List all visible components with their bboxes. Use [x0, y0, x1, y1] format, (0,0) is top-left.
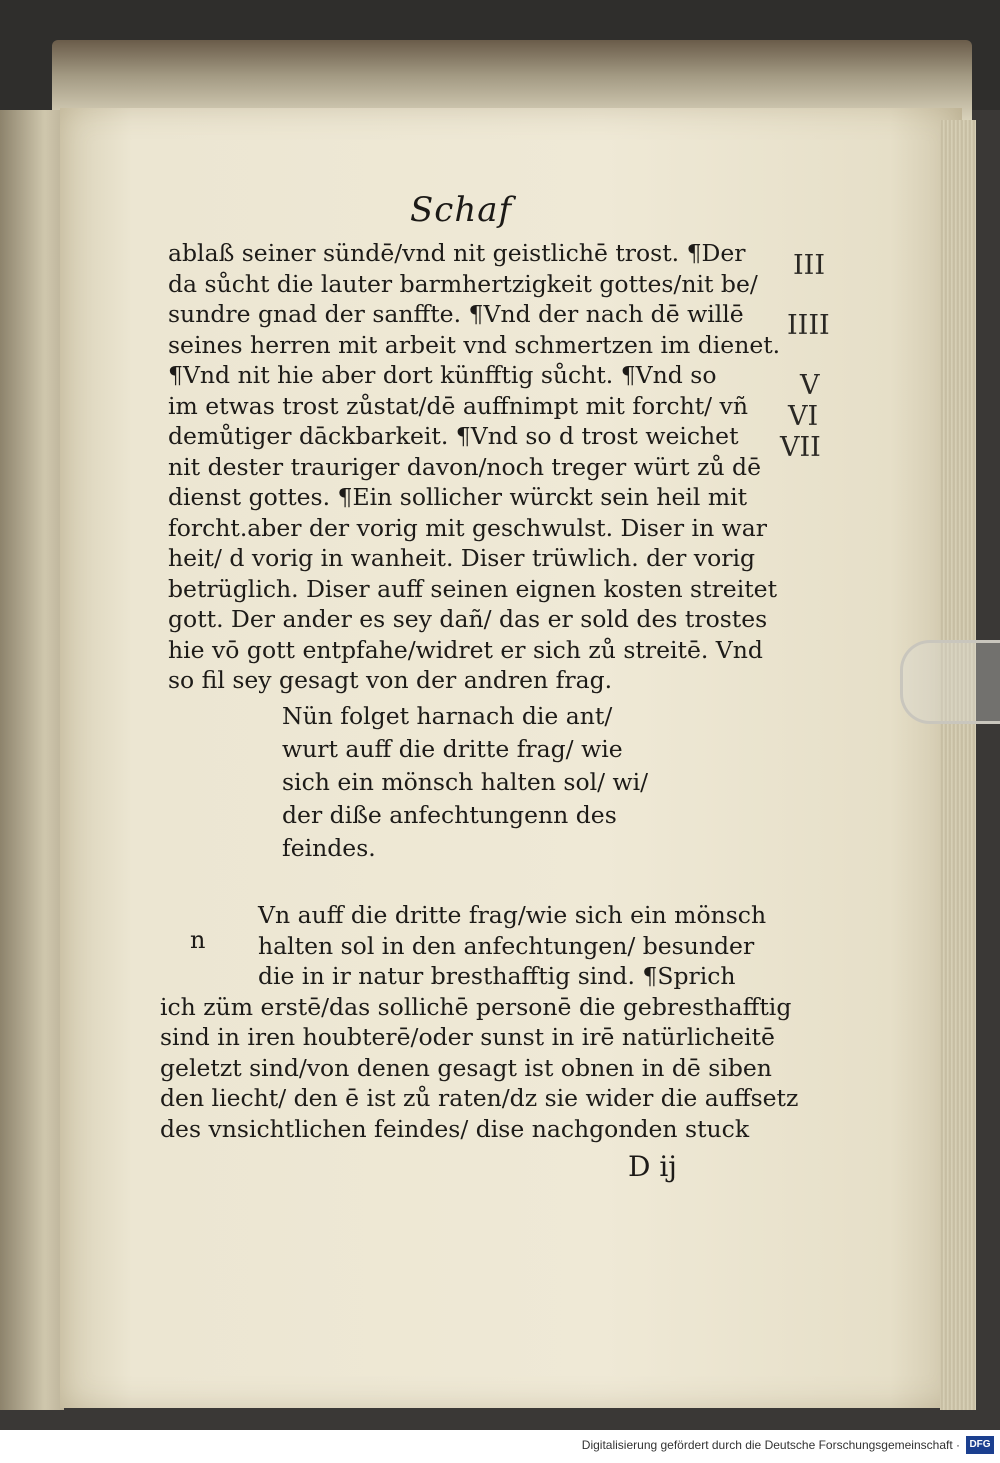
heading-line: der diße anfechtungenn des: [282, 801, 617, 829]
body2-line: die in ir natur bresthafftig sind. ¶Sprich: [258, 962, 736, 990]
body-line: sundre gnad der sanffte. ¶Vnd der nach dē willē: [168, 300, 744, 328]
body-line: seines herren mit arbeit vnd schmertzen im dienet.: [168, 330, 781, 359]
margin-number: IIII: [787, 310, 830, 341]
signature-mark: D ij: [628, 1150, 677, 1183]
heading-line: sich ein mönsch halten sol/ wi/: [282, 768, 649, 796]
body-line: demůtiger dāckbarkeit. ¶Vnd so d trost weichet: [168, 422, 739, 450]
body-line: hie vō gott entpfahe/widret er sich zů streitē. Vnd: [168, 635, 763, 664]
footer-credit: Digitalisierung gefördert durch die Deutsche Forschungsgemeinschaft ·: [581, 1438, 960, 1452]
heading-line: Nün folget harnach die ant/: [282, 702, 613, 730]
body2-line: halten sol in den anfechtungen/ besunder: [258, 931, 755, 960]
heading-line: wurt auff die dritte frag/ wie: [282, 735, 623, 763]
body2-line: geletzt sind/von denen gesagt ist obnen in dē siben: [160, 1053, 772, 1082]
heading-line: feindes.: [282, 834, 376, 862]
page-clip: [900, 640, 1000, 724]
body-line: dienst gottes. ¶Ein sollicher würckt sein heil mit: [168, 483, 748, 511]
footer-bar: [0, 1430, 1000, 1463]
body-line: nit dester trauriger davon/noch treger würt zů dē: [168, 452, 762, 481]
body2-line: des vnsichtlichen feindes/ dise nachgonden stuck: [160, 1114, 750, 1143]
margin-number: VI: [788, 401, 819, 432]
body-line: heit/ d vorig in wanheit. Diser trüwlich. der vorig: [168, 544, 756, 572]
body-line: so fil sey gesagt von der andren frag.: [168, 666, 613, 694]
body-line: gott. Der ander es sey dañ/ das er sold des trostes: [168, 605, 768, 633]
page-stack-edge: [940, 120, 976, 1410]
dfg-logo-icon[interactable]: DFG: [966, 1436, 994, 1454]
body-line: ¶Vnd nit hie aber dort künfftig sůcht. ¶Vnd so: [168, 361, 717, 389]
margin-number: III: [793, 250, 825, 281]
body-line: im etwas trost zůstat/dē auffnimpt mit forcht/ vñ: [168, 391, 748, 420]
body2-line: den liecht/ den ē ist zů raten/dz sie wider die auffsetz: [160, 1084, 799, 1112]
body-text-block-2: [160, 900, 799, 1144]
body2-line: Vn auff die dritte frag/wie sich ein mönsch: [258, 901, 767, 929]
margin-number: VII: [780, 432, 821, 463]
body-line: da sůcht die lauter barmhertzigkeit gottes/nit be/: [168, 269, 758, 298]
section-heading: [282, 700, 752, 865]
body2-line: ich züm erstē/das sollichē personē die gebresthafftig: [160, 992, 792, 1021]
body-line: forcht.aber der vorig mit geschwulst. Diser in war: [168, 513, 768, 542]
margin-number: V: [800, 370, 820, 401]
body-line: ablaß seiner sündē/vnd nit geistlichē trost. ¶Der: [168, 239, 746, 267]
body-line: betrüglich. Diser auff seinen eignen kosten streitet: [168, 574, 778, 603]
initial-letter: n: [190, 926, 206, 954]
left-page-edge: [0, 110, 64, 1410]
running-title: Schaf: [410, 190, 513, 230]
body2-line: sind in iren houbterē/oder sunst in irē natürlicheitē: [160, 1023, 775, 1051]
body-text-block: [168, 238, 781, 696]
